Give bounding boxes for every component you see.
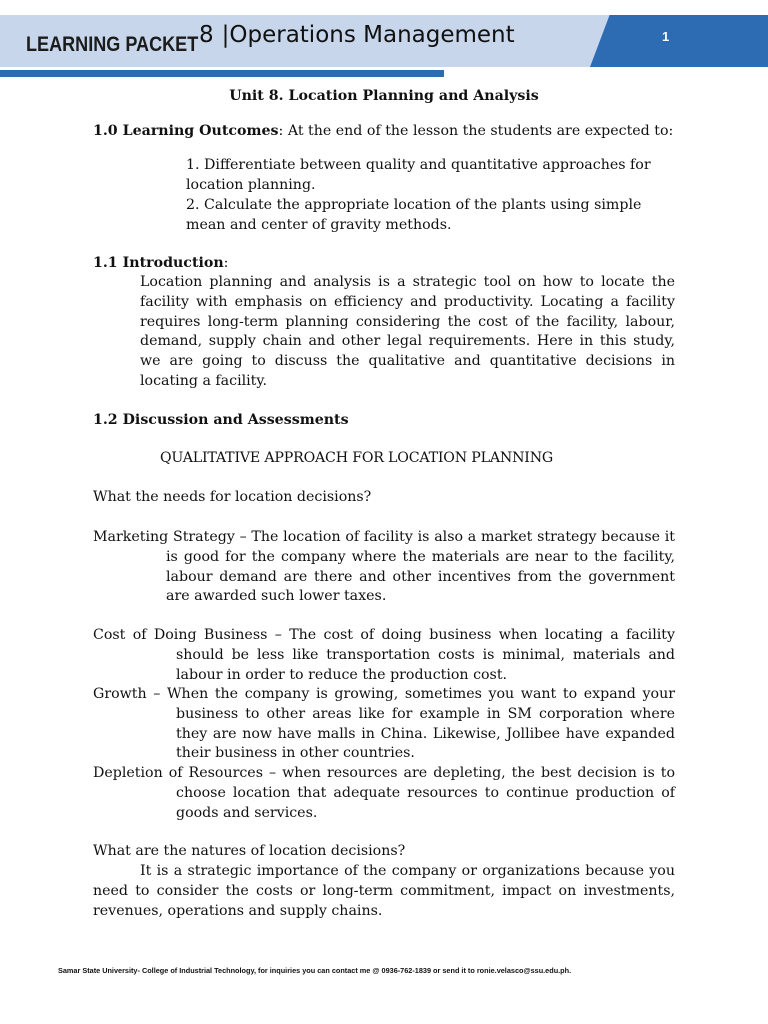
introduction-line: [93, 254, 493, 274]
unit-number: 8: [199, 22, 214, 48]
header-page-tab: [590, 15, 768, 67]
page-footer: Samar State University- College of Industrial Technology, for inquiries you can contact me @ 0936-762-1839 or send it to ronie.velasco@ssu.edu.ph.: [58, 966, 572, 975]
introduction-heading: 1.1 Introduction: [93, 255, 224, 271]
introduction-colon: :: [223, 255, 229, 271]
need-depletion-resources: Depletion of Resources – when resources are depleting, the best decision is to choose location that adequate resources to continue production of goods and services.: [93, 765, 675, 821]
header-rule: [0, 70, 444, 77]
outcomes-line: [93, 122, 693, 142]
course-title: [199, 22, 515, 48]
section-title: QUALITATIVE APPROACH FOR LOCATION PLANNING: [160, 450, 554, 466]
natures-body: It is a strategic importance of the company or organizations because you need to consider the costs or long-term commitment, impact on investments, revenues, operations and supply chains.: [93, 863, 675, 919]
outcome-item-2: 2. Calculate the appropriate location of the plants using simple mean and center of gravity methods.: [186, 197, 642, 233]
page-number: 1: [662, 29, 670, 44]
outcome-item-1: 1. Differentiate between quality and quantitative approaches for location planning.: [186, 157, 651, 193]
outcomes-heading: 1.0 Learning Outcomes: [93, 123, 279, 139]
unit-title: Unit 8. Location Planning and Analysis: [229, 88, 539, 104]
need-growth: Growth – When the company is growing, sometimes you want to expand your business to other areas like for example in SM corporation where they are now have malls in China. Likewise, Jollibee have expanded their business in other countries.: [93, 686, 675, 762]
question-natures: What are the natures of location decisions?: [93, 843, 406, 859]
course-name: |Operations Management: [221, 22, 515, 48]
discussion-heading: 1.2 Discussion and Assessments: [93, 412, 349, 428]
outcomes-intro: : At the end of the lesson the students are expected to:: [278, 123, 674, 139]
need-marketing-strategy: Marketing Strategy – The location of facility is also a market strategy because it is good for the company where the materials are near to the facility, labour demand are there and other incentives from the government are awarded such lower taxes.: [93, 529, 675, 605]
question-needs: What the needs for location decisions?: [93, 489, 372, 505]
learning-packet-brand: LEARNING PACKET: [26, 33, 199, 56]
introduction-body: Location planning and analysis is a strategic tool on how to locate the facility with emphasis on efficiency and productivity. Locating a facility requires long-term planning considering the cost of the facility, labour, demand, supply chain and other legal requirements. Here in this study, we are going to discuss the qualitative and quantitative decisions in locating a facility.: [140, 274, 675, 389]
need-cost-of-business: Cost of Doing Business – The cost of doing business when locating a facility should be less like transportation costs is minimal, materials and labour in order to reduce the production cost.: [93, 627, 675, 683]
